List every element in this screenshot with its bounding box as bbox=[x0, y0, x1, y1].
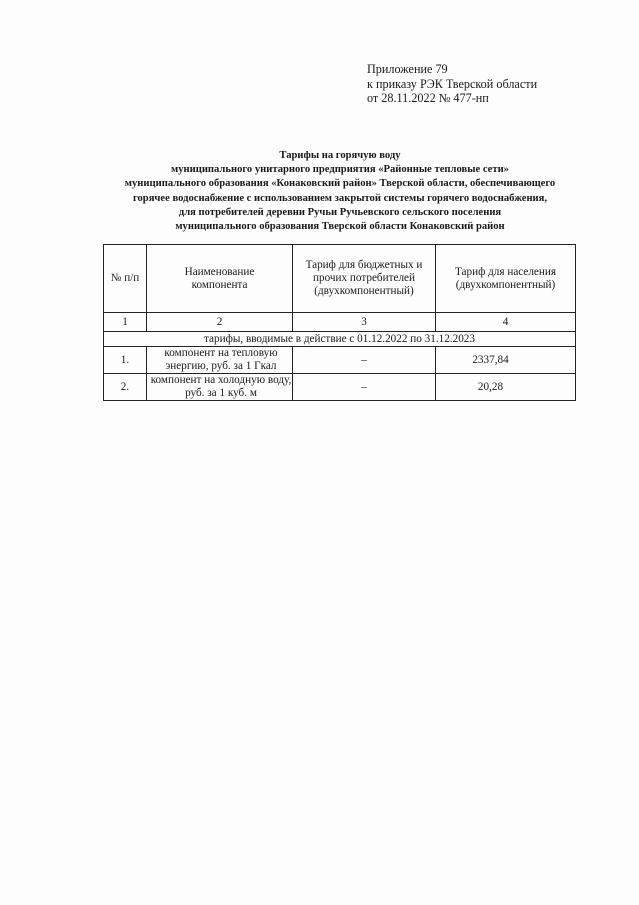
title-line-2: муниципального унитарного предприятия «Районные тепловые сети» bbox=[171, 164, 509, 176]
row-number: 1. bbox=[104, 347, 147, 374]
column-number-cell: 2 bbox=[147, 313, 293, 332]
appendix-line-2: к приказу РЭК Тверской области bbox=[367, 76, 538, 91]
title-line-3: муниципального образования «Конаковский район» Тверской области, обеспечивающего bbox=[124, 178, 556, 190]
row-component: компонент на тепловую энергию, руб. за 1 Гкал bbox=[147, 347, 293, 374]
column-numbers-row bbox=[104, 313, 576, 332]
appendix-line-3: от 28.11.2022 № 477-нп bbox=[367, 91, 489, 105]
header-budget-tariff: Тариф для бюджетных и прочих потребителей (двухкомпонентный) bbox=[293, 245, 436, 313]
appendix-line-1: Приложение 79 bbox=[367, 62, 448, 76]
table-row bbox=[104, 374, 576, 401]
row-number: 2. bbox=[104, 374, 147, 401]
row-population-value: 2337,84 bbox=[436, 347, 576, 374]
row-budget-value: – bbox=[293, 347, 436, 374]
table-header-row bbox=[104, 245, 576, 313]
title-line-5: для потребителей деревни Ручьи Ручьевского сельского поселения bbox=[178, 206, 502, 218]
row-budget-value: – bbox=[293, 374, 436, 401]
title-line-1: Тарифы на горячую воду bbox=[279, 150, 401, 161]
appendix-reference bbox=[367, 62, 537, 106]
tariff-table bbox=[103, 244, 576, 401]
period-label: тарифы, вводимые в действие с 01.12.2022 по 31.12.2023 bbox=[104, 332, 576, 347]
title-line-6: муниципального образования Тверской области Конаковский район bbox=[175, 221, 505, 233]
period-row bbox=[104, 332, 576, 347]
column-number-cell: 4 bbox=[436, 313, 576, 332]
column-number-cell: 3 bbox=[293, 313, 436, 332]
row-population-value: 20,28 bbox=[436, 374, 576, 401]
header-component: Наименование компонента bbox=[147, 245, 293, 313]
header-population-tariff: Тариф для населения (двухкомпонентный) bbox=[436, 245, 576, 313]
column-number-cell: 1 bbox=[104, 313, 147, 332]
header-number: № п/п bbox=[104, 245, 147, 313]
title-line-4: горячее водоснабжение с использованием закрытой системы горячего водоснабжения, bbox=[132, 192, 548, 204]
document-title bbox=[60, 149, 620, 234]
table-row bbox=[104, 347, 576, 374]
row-component: компонент на холодную воду, руб. за 1 куб. м bbox=[147, 374, 293, 401]
